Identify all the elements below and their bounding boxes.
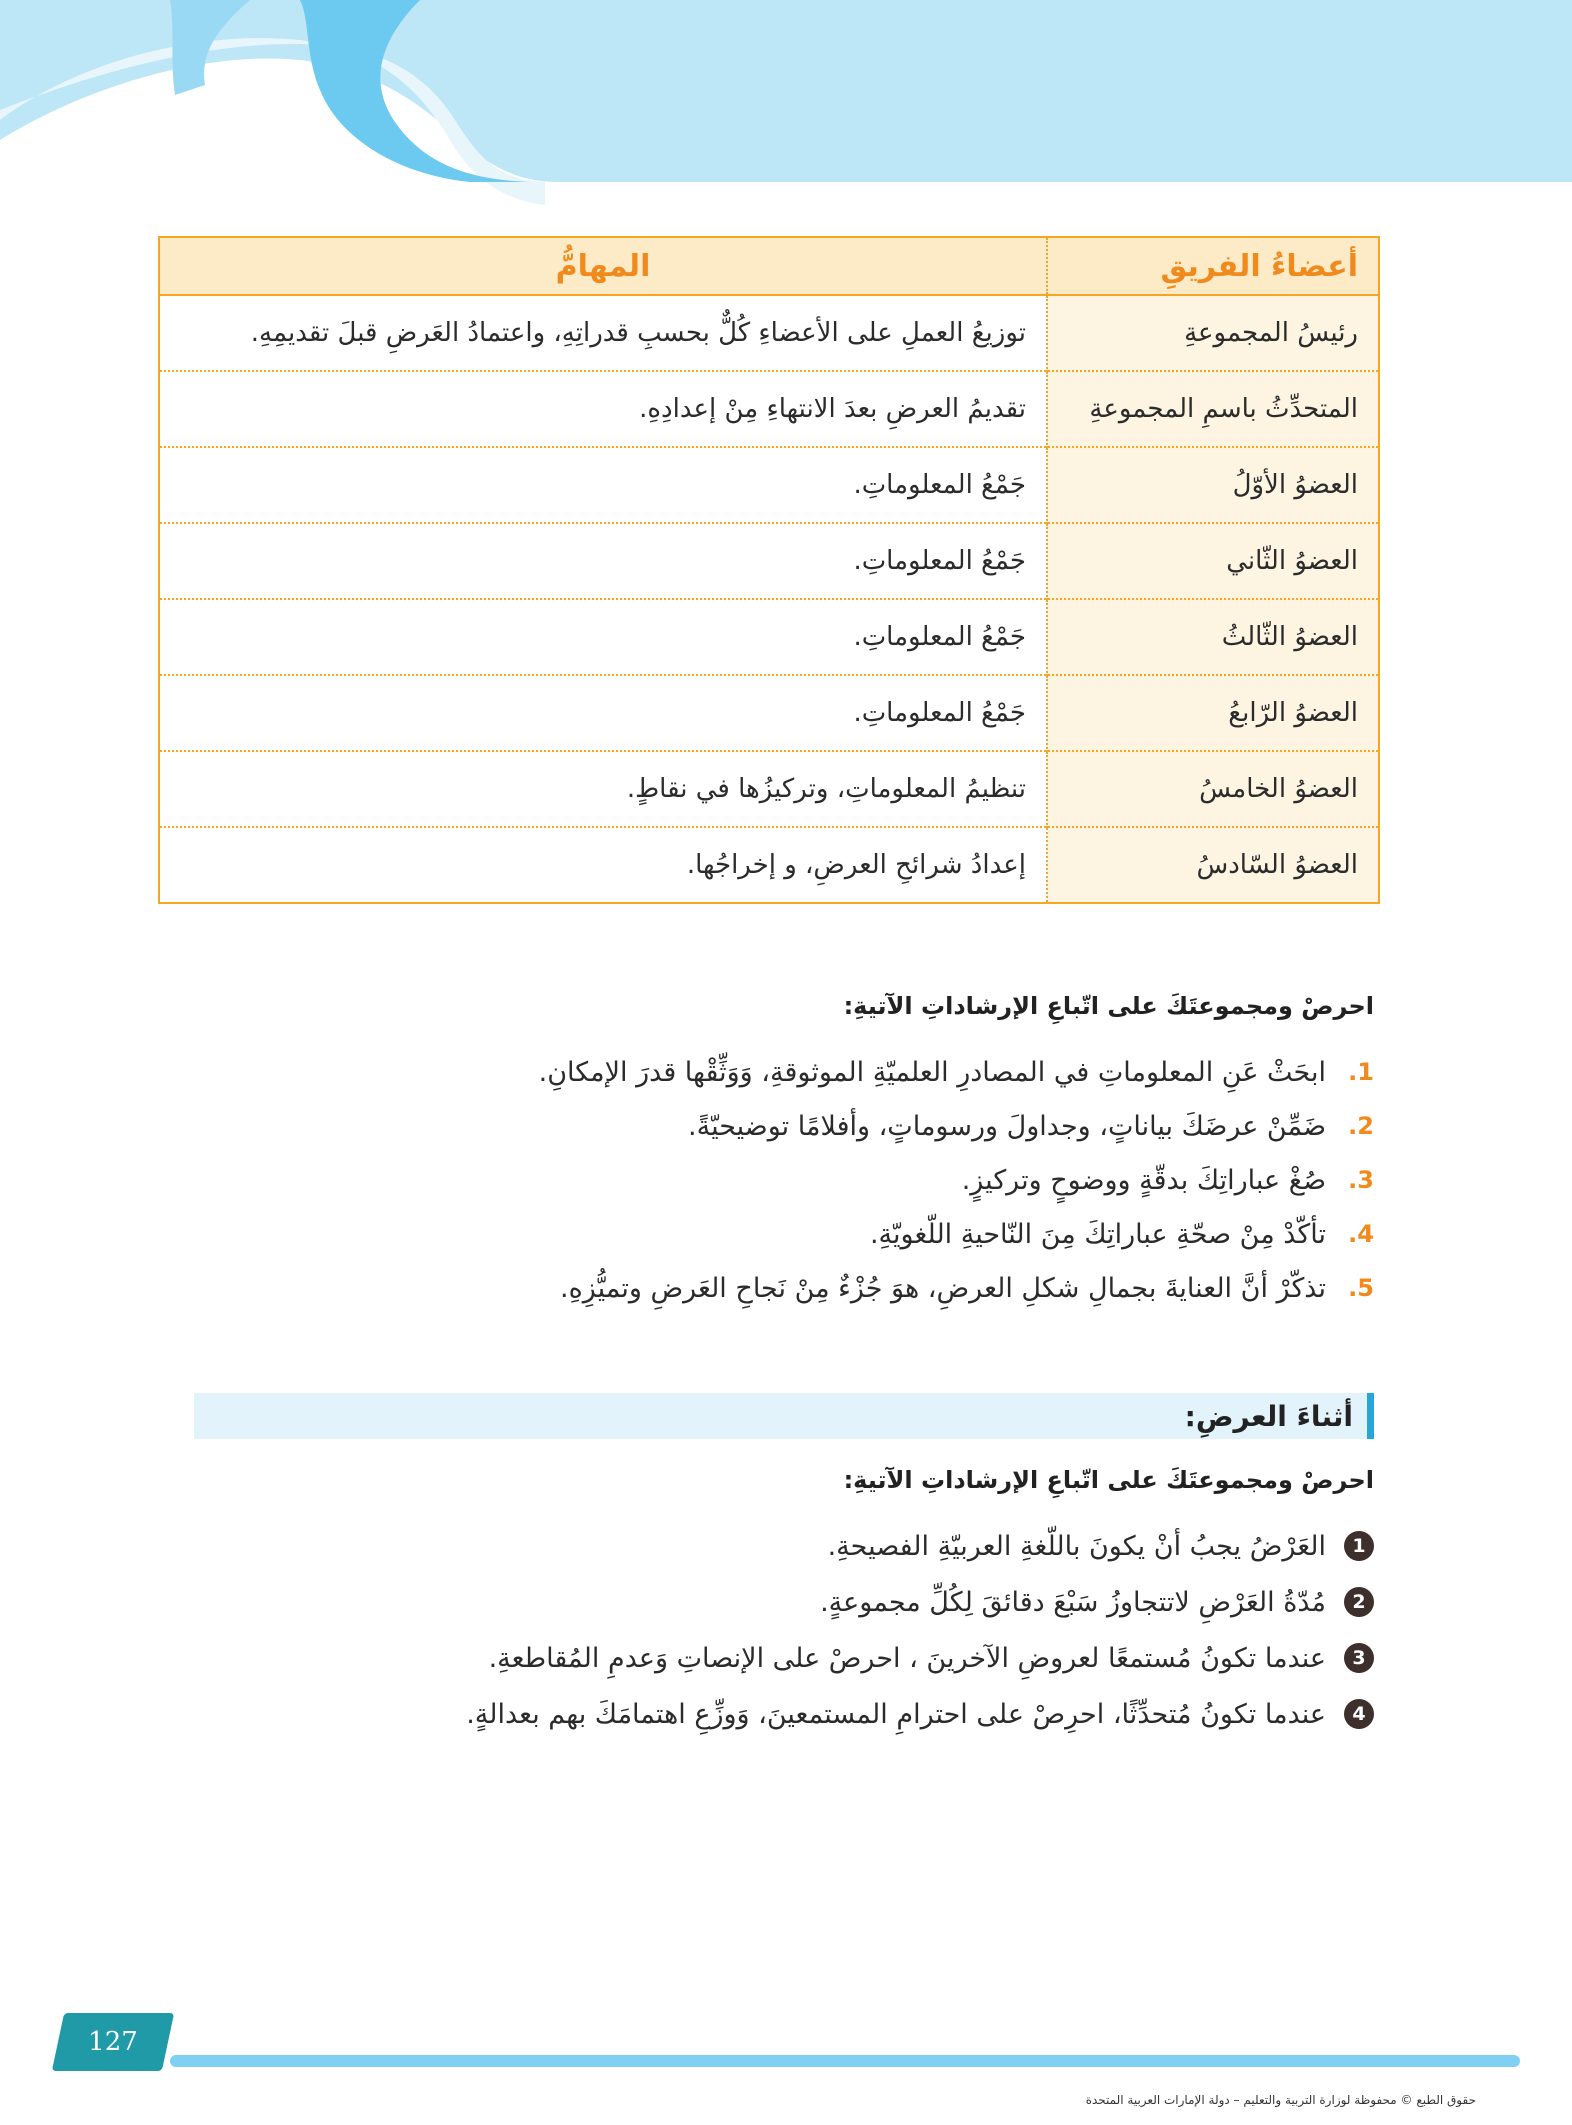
footer-bar xyxy=(170,2055,1520,2067)
copyright-notice: حقوق الطبع © محفوظة لوزارة التربية والتعليم – دولة الإمارات العربية المتحدة xyxy=(1085,2093,1476,2107)
item-text: تذكّرْ أنَّ العنايةَ بجمالِ شكلِ العرضِ، هوَ جُزْءٌ مِنْ نَجاحِ العَرضِ وتميُّزِهِ. xyxy=(560,1272,1326,1304)
task-cell: جَمْعُ المعلوماتِ. xyxy=(159,675,1047,751)
item-number: 3. xyxy=(1348,1166,1374,1194)
table-header-row xyxy=(159,237,1379,295)
number-badge-icon: 1 xyxy=(1344,1531,1374,1561)
list-item xyxy=(174,1630,1374,1686)
list-item xyxy=(174,1686,1374,1742)
list-item xyxy=(174,1261,1374,1315)
list-item xyxy=(174,1574,1374,1630)
preparation-list xyxy=(174,1045,1374,1315)
list-item xyxy=(174,1045,1374,1099)
number-badge-icon: 3 xyxy=(1344,1643,1374,1673)
list-item xyxy=(174,1099,1374,1153)
table-row xyxy=(159,827,1379,903)
table-row xyxy=(159,371,1379,447)
member-cell: المتحدِّثُ باسمِ المجموعةِ xyxy=(1047,371,1379,447)
member-cell: العضوُ الأوّلُ xyxy=(1047,447,1379,523)
page-number: 127 xyxy=(88,2027,138,2057)
item-text: تأكّدْ مِنْ صحّةِ عباراتِكَ مِنَ النّاحيةِ اللّغويّةِ. xyxy=(869,1218,1326,1250)
list-item xyxy=(174,1207,1374,1261)
during-heading: احرصْ ومجموعتَكَ على اتّباعِ الإرشاداتِ الآتيةِ: xyxy=(843,1466,1374,1494)
item-text: ضَمِّنْ عرضَكَ بياناتٍ، وجداولَ ورسوماتٍ، وأفلامًا توضيحيّةً. xyxy=(688,1110,1326,1142)
item-text: العَرْضُ يجبُ أنْ يكونَ باللّغةِ العربيّةِ الفصيحةِ. xyxy=(827,1530,1326,1562)
table-row xyxy=(159,295,1379,371)
task-cell: توزيعُ العملِ على الأعضاءِ كُلٌّ بحسبِ قدراتِهِ، واعتمادُ العَرضِ قبلَ تقديمِهِ. xyxy=(159,295,1047,371)
list-item xyxy=(174,1153,1374,1207)
task-cell: جَمْعُ المعلوماتِ. xyxy=(159,447,1047,523)
member-cell: العضوُ الثّالثُ xyxy=(1047,599,1379,675)
item-text: مُدّةُ العَرْضِ لاتتجاوزُ سَبْعَ دقائقَ لِكُلِّ مجموعةٍ. xyxy=(820,1586,1326,1618)
number-badge-icon: 4 xyxy=(1344,1699,1374,1729)
item-number: 1. xyxy=(1348,1058,1374,1086)
task-cell: جَمْعُ المعلوماتِ. xyxy=(159,523,1047,599)
item-text: عندما تكونُ مُستمعًا لعروضِ الآخرينَ ، احرصْ على الإنصاتِ وَعدمِ المُقاطعةِ. xyxy=(488,1642,1326,1674)
table-row xyxy=(159,447,1379,523)
member-cell: العضوُ الخامسُ xyxy=(1047,751,1379,827)
member-cell: رئيسُ المجموعةِ xyxy=(1047,295,1379,371)
member-cell: العضوُ الرّابعُ xyxy=(1047,675,1379,751)
number-badge-icon: 2 xyxy=(1344,1587,1374,1617)
task-cell: إعدادُ شرائحِ العرضِ، و إخراجُها. xyxy=(159,827,1047,903)
task-cell: جَمْعُ المعلوماتِ. xyxy=(159,599,1047,675)
list-item xyxy=(174,1518,1374,1574)
header-members: أعضاءُ الفريقِ xyxy=(1047,237,1379,295)
during-presentation-title: أثناءَ العرضِ: xyxy=(194,1393,1374,1439)
table-row xyxy=(159,599,1379,675)
item-number: 5. xyxy=(1348,1274,1374,1302)
header-banner xyxy=(0,0,1572,240)
table-row xyxy=(159,675,1379,751)
item-number: 2. xyxy=(1348,1112,1374,1140)
item-text: عندما تكونُ مُتحدِّثًا، احرِصْ على احترامِ المستمعينَ، وَوزِّعِ اهتمامَكَ بهم بعدالةٍ. xyxy=(466,1698,1326,1730)
table-row xyxy=(159,523,1379,599)
task-cell: تنظيمُ المعلوماتِ، وتركيزُها في نقاطٍ. xyxy=(159,751,1047,827)
header-tasks: المهامُّ xyxy=(159,237,1047,295)
member-cell: العضوُ السّادسُ xyxy=(1047,827,1379,903)
item-text: ابحَثْ عَنِ المعلوماتِ في المصادرِ العلميّةِ الموثوقةِ، وَوَثِّقْها قدرَ الإمكانِ. xyxy=(538,1056,1326,1088)
member-cell: العضوُ الثّاني xyxy=(1047,523,1379,599)
item-text: صُغْ عباراتِكَ بدقّةٍ ووضوحٍ وتركيزٍ. xyxy=(961,1164,1326,1196)
team-roles-table xyxy=(158,236,1380,904)
during-rules-list xyxy=(174,1518,1374,1742)
preparation-heading: احرصْ ومجموعتَكَ على اتّباعِ الإرشاداتِ الآتيةِ: xyxy=(843,992,1374,1020)
table-row xyxy=(159,751,1379,827)
item-number: 4. xyxy=(1348,1220,1374,1248)
task-cell: تقديمُ العرضِ بعدَ الانتهاءِ مِنْ إعدادِهِ. xyxy=(159,371,1047,447)
